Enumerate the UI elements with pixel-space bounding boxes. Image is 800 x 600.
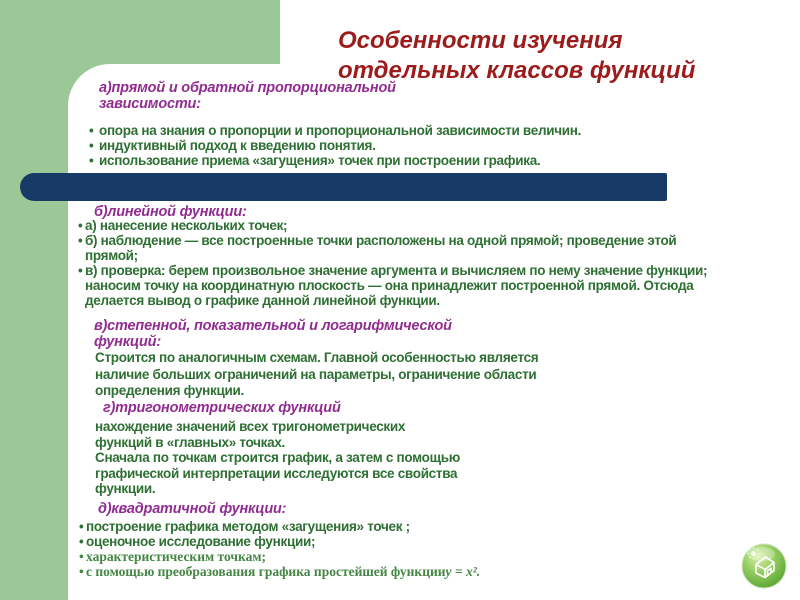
section-a-heading [99, 81, 396, 112]
list-item-text: прямой; [85, 248, 138, 263]
home-button[interactable] [741, 543, 787, 589]
section-b-heading: б)линейной функции: [94, 204, 247, 220]
body-line: графической интерпретации исследуются все свойства [95, 465, 458, 481]
list-item [78, 248, 707, 263]
list-item [78, 263, 707, 278]
list-item-text: а) нанесение нескольких точек; [85, 218, 288, 233]
list-item-text: индуктивный подход к введению понятия. [99, 138, 376, 153]
slide-title [338, 26, 695, 86]
divider-bar [20, 173, 667, 201]
body-line: функции. [95, 481, 156, 496]
list-item-text: с помощью преобразования графика простейшей функции [86, 564, 446, 579]
list-item [89, 123, 581, 138]
list-item [78, 293, 707, 308]
slide-title-line2: отдельных классов функций [338, 57, 696, 84]
list-item-text: б) наблюдение — все построенные точки расположены на одной прямой; проведение этой [85, 233, 677, 248]
section-e-bullets [79, 519, 480, 579]
body-line: Строится по аналогичным схемам. Главной особенностью является [95, 350, 539, 365]
section-a-bullets [89, 123, 581, 168]
body-line: определения функции. [95, 383, 244, 398]
list-item [78, 278, 707, 293]
list-item [78, 218, 707, 233]
bullet-icon: • [79, 549, 84, 564]
bullet-icon: • [78, 263, 83, 278]
bullet-icon: • [79, 534, 84, 549]
list-item [89, 138, 581, 153]
section-d-body [95, 419, 460, 497]
list-item-text: построение графика методом «загущения» точек ; [86, 519, 410, 534]
section-c-heading-line1: в)степенной, показательной и логарифмической [94, 318, 452, 334]
bullet-icon: • [89, 123, 94, 138]
list-item-text: оценочное исследование функции; [86, 534, 316, 549]
bullet-icon: • [89, 138, 94, 153]
body-line: наличие больших ограничений на параметры, ограничение области [95, 366, 537, 382]
section-a-heading-line2: зависимости: [99, 95, 201, 112]
list-item [79, 549, 480, 564]
body-line: нахождение значений всех тригонометрических [95, 419, 406, 434]
list-item [79, 534, 480, 549]
bullet-icon: • [79, 564, 84, 579]
list-item-text: в) проверка: берем произвольное значение аргумента и вычисляем по нему значение функции; [85, 263, 708, 278]
home-icon [741, 543, 787, 589]
section-c-body [95, 350, 538, 400]
body-line: функций в «главных» точках. [95, 434, 285, 450]
list-item-text: характеристическим точкам; [86, 549, 267, 564]
bullet-icon: • [78, 233, 83, 248]
section-e-heading: д)квадратичной функции: [98, 501, 287, 517]
list-item-text: делается вывод о графике данной линейной функции. [85, 293, 440, 308]
formula-y-equals-x-squared: y = x². [445, 564, 481, 579]
list-item-text: наносим точку на координатную плоскость — она принадлежит построенной прямой. Отсюда [85, 278, 694, 293]
list-item [79, 519, 480, 534]
body-line: Сначала по точкам строится график, а затем с помощью [95, 450, 460, 465]
bullet-icon: • [78, 218, 83, 233]
bullet-icon: • [79, 519, 84, 534]
bullet-icon: • [89, 153, 94, 168]
section-a-heading-line1: а)прямой и обратной пропорциональной [99, 80, 396, 96]
slide-title-line1: Особенности изучения [338, 27, 623, 54]
list-item-text: опора на знания о пропорции и пропорциональной зависимости величин. [99, 123, 582, 138]
list-item-text: использование приема «загущения» точек при построении графика. [99, 153, 541, 168]
section-c-heading-line2: функций: [94, 334, 161, 350]
list-item [89, 153, 581, 168]
list-item [78, 233, 707, 248]
list-item [79, 564, 480, 579]
section-c-heading [94, 318, 452, 350]
section-b-lines [78, 218, 707, 308]
section-d-heading: г)тригонометрических функций [103, 400, 341, 416]
